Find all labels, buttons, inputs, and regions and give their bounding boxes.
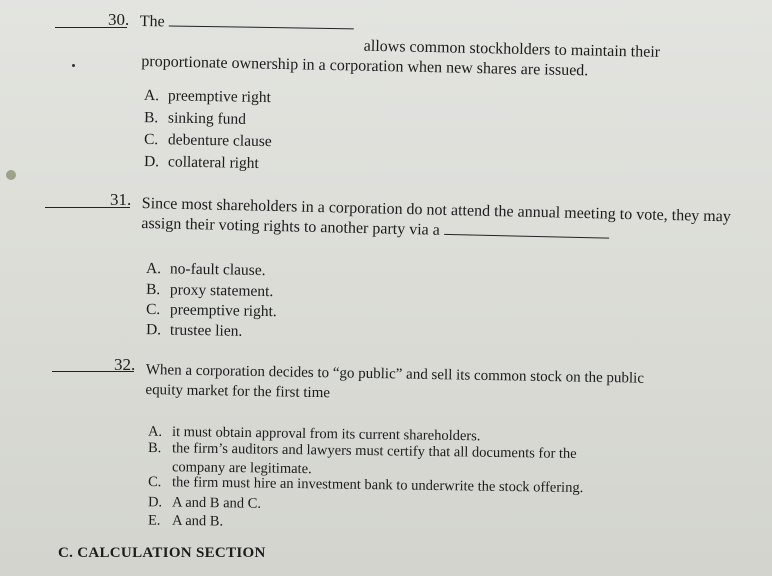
question-text-30-body <box>141 32 717 84</box>
stray-mark <box>72 64 75 67</box>
option-text: sinking fund <box>167 109 247 128</box>
option-30-a <box>144 86 271 108</box>
option-31-b <box>146 280 274 302</box>
option-30-d <box>144 152 259 174</box>
section-heading: C. CALCULATION SECTION <box>58 545 266 561</box>
option-text: company are legitimate. <box>171 459 312 478</box>
option-text: A and B. <box>171 512 224 530</box>
question-30-after-blank: allows common stockholders to maintain their proportionate ownership in a corporation when new shares are issued. <box>141 37 661 80</box>
fill-in-blank-31[interactable] <box>444 233 609 239</box>
option-text: debenture clause <box>167 131 272 151</box>
question-number-32: 32. <box>114 355 136 374</box>
option-letter: E. <box>147 512 161 529</box>
option-letter: D. <box>147 494 163 511</box>
question-number-30: 30. <box>108 10 130 29</box>
option-letter: B. <box>145 280 161 299</box>
option-text: the firm’s auditors and lawyers must certify that all documents for the <box>171 440 577 462</box>
option-letter: A. <box>143 86 160 105</box>
option-text: A and B and C. <box>171 494 262 512</box>
question-text-32 <box>145 360 666 409</box>
binder-hole <box>6 170 16 180</box>
option-letter: C. <box>147 473 162 491</box>
option-32-e <box>148 510 223 531</box>
option-letter: B. <box>147 440 162 457</box>
option-text: the firm must hire an investment bank to underwrite the stock offering. <box>171 474 584 497</box>
option-letter: A. <box>147 423 163 440</box>
question-text-31 <box>141 194 732 247</box>
option-30-b <box>144 108 246 130</box>
question-number-31: 31. <box>110 190 132 209</box>
option-31-d <box>146 320 243 342</box>
option-text: preemptive right <box>167 87 272 107</box>
option-text: collateral right <box>167 153 259 173</box>
question-30-before-blank: The <box>139 12 165 31</box>
option-text: trustee lien. <box>169 321 243 340</box>
option-text: proxy statement. <box>169 281 274 301</box>
option-31-a <box>146 259 266 281</box>
option-letter: C. <box>143 130 159 149</box>
option-letter: C. <box>145 300 161 319</box>
option-31-c <box>146 300 277 322</box>
option-letter: A. <box>145 259 162 278</box>
question-32-text: When a corporation decides to “go public” and sell its common stock on the public equity market for the first time <box>145 361 645 402</box>
option-30-c <box>144 130 272 152</box>
option-letter: B. <box>143 109 159 127</box>
option-text: it must obtain approval from its current shareholders. <box>171 424 481 445</box>
question-31-text: Since most shareholders in a corporation do not attend the annual meeting to vote, they may assign their voting rights to another party via a <box>141 194 732 239</box>
option-letter: D. <box>145 321 162 339</box>
option-text: no-fault clause. <box>169 260 266 280</box>
option-text: preemptive right. <box>169 301 277 321</box>
option-letter: D. <box>143 152 160 171</box>
fill-in-blank-30[interactable] <box>169 24 354 29</box>
